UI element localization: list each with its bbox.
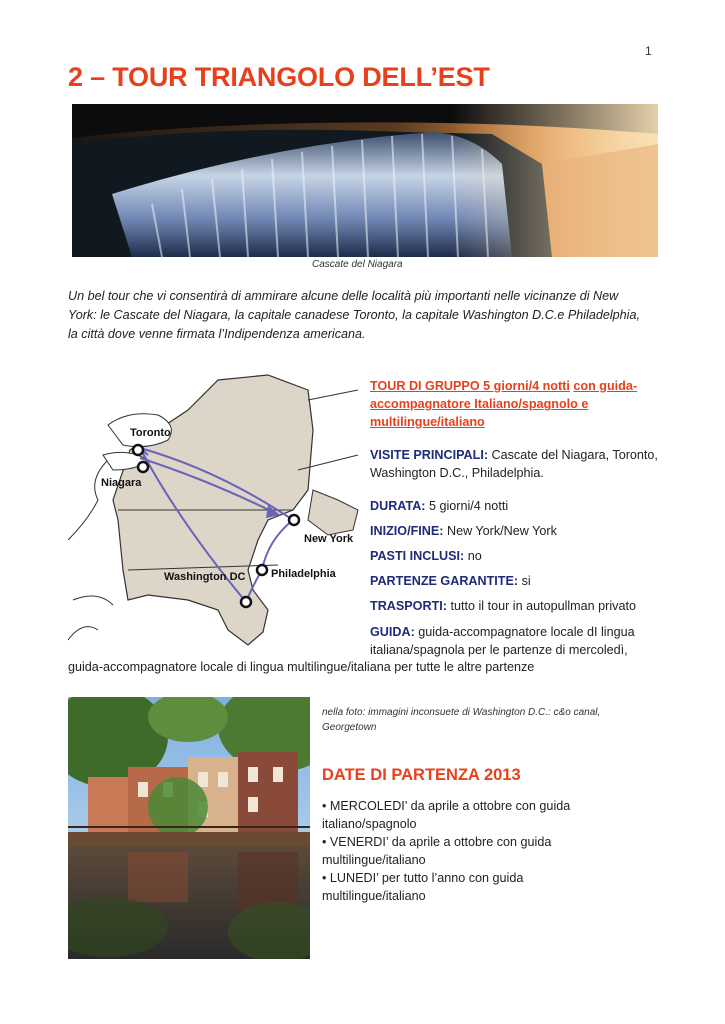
duration-row [370,497,660,515]
georgetown-canal-photo [68,697,310,959]
page-number: 1 [645,44,652,58]
map-label-toronto: Toronto [130,427,171,439]
date-item: • MERCOLEDI’ da aprile a ottobre con guida italiano/spagnolo [322,799,571,831]
niagara-falls-photo [72,104,658,257]
transport-row [370,597,660,615]
guaranteed-value: si [521,574,531,588]
meals-row [370,547,660,565]
guide-row [370,623,660,659]
intro-paragraph: Un bel tour che vi consentirà di ammirare alcune delle località più importanti nelle vicinanze di New York: le Cascate del Niagara, la capitale canadese Toronto, la capitale Washington D.C.e Philadelphia, la città dove venne firmata l’Indipendenza americana. [68,289,640,341]
transport-label: TRASPORTI: [370,599,447,613]
visits-label: VISITE PRINCIPALI: [370,448,489,462]
guide-label: GUIDA: [370,625,415,639]
tour-headline-part2: con guida-accompagnatore Italiano/spagnolo e multilingue/italiano [370,379,638,429]
dates-list [322,797,602,905]
start-end-row [370,522,660,540]
map-label-niagara: Niagara [101,477,142,489]
map-label-new-york: New York [304,533,354,545]
tour-headline-part1: TOUR DI GRUPPO 5 giorni/4 notti [370,379,570,393]
route-map [68,370,360,652]
map-label-philadelphia: Philadelphia [271,568,336,580]
visits-value: Cascate del Niagara, Toronto, Washington D.C., Philadelphia. [370,448,658,480]
guide-value-tail: guida-accompagnatore locale di lingua multilingue/italiana per tutte le altre partenze [68,660,535,674]
page-title: 2 – TOUR TRIANGOLO DELL’EST [68,62,490,92]
start-end-value: New York/New York [446,524,557,538]
date-item: • LUNEDI’ per tutto l’anno con guida multilingue/italiano [322,871,524,903]
guaranteed-label: PARTENZE GARANTITE: [370,574,519,588]
visits-row [370,446,660,482]
hero-caption: Cascate del Niagara [312,259,403,270]
date-item: • VENERDI’ da aprile a ottobre con guida multilingue/italiano [322,835,552,867]
transport-value: tutto il tour in autopullman privato [450,599,636,613]
duration-label: DURATA: [370,499,426,513]
start-end-label: INIZIO/FINE: [370,524,444,538]
dates-title: DATE DI PARTENZA 2013 [322,766,521,784]
meals-label: PASTI INCLUSI: [370,549,465,563]
photo2-caption: nella foto: immagini inconsuete di Washington D.C.: c&o canal, Georgetown [322,707,601,733]
meals-value: no [467,549,482,563]
map-label-washington-dc: Washington DC [164,571,246,583]
duration-value: 5 giorni/4 notti [429,499,509,513]
guaranteed-row [370,572,660,590]
guide-value: guida-accompagnatore locale dI lingua italiana/spagnola per le partenze di mercoledì, [370,625,635,657]
tour-headline [370,377,660,431]
